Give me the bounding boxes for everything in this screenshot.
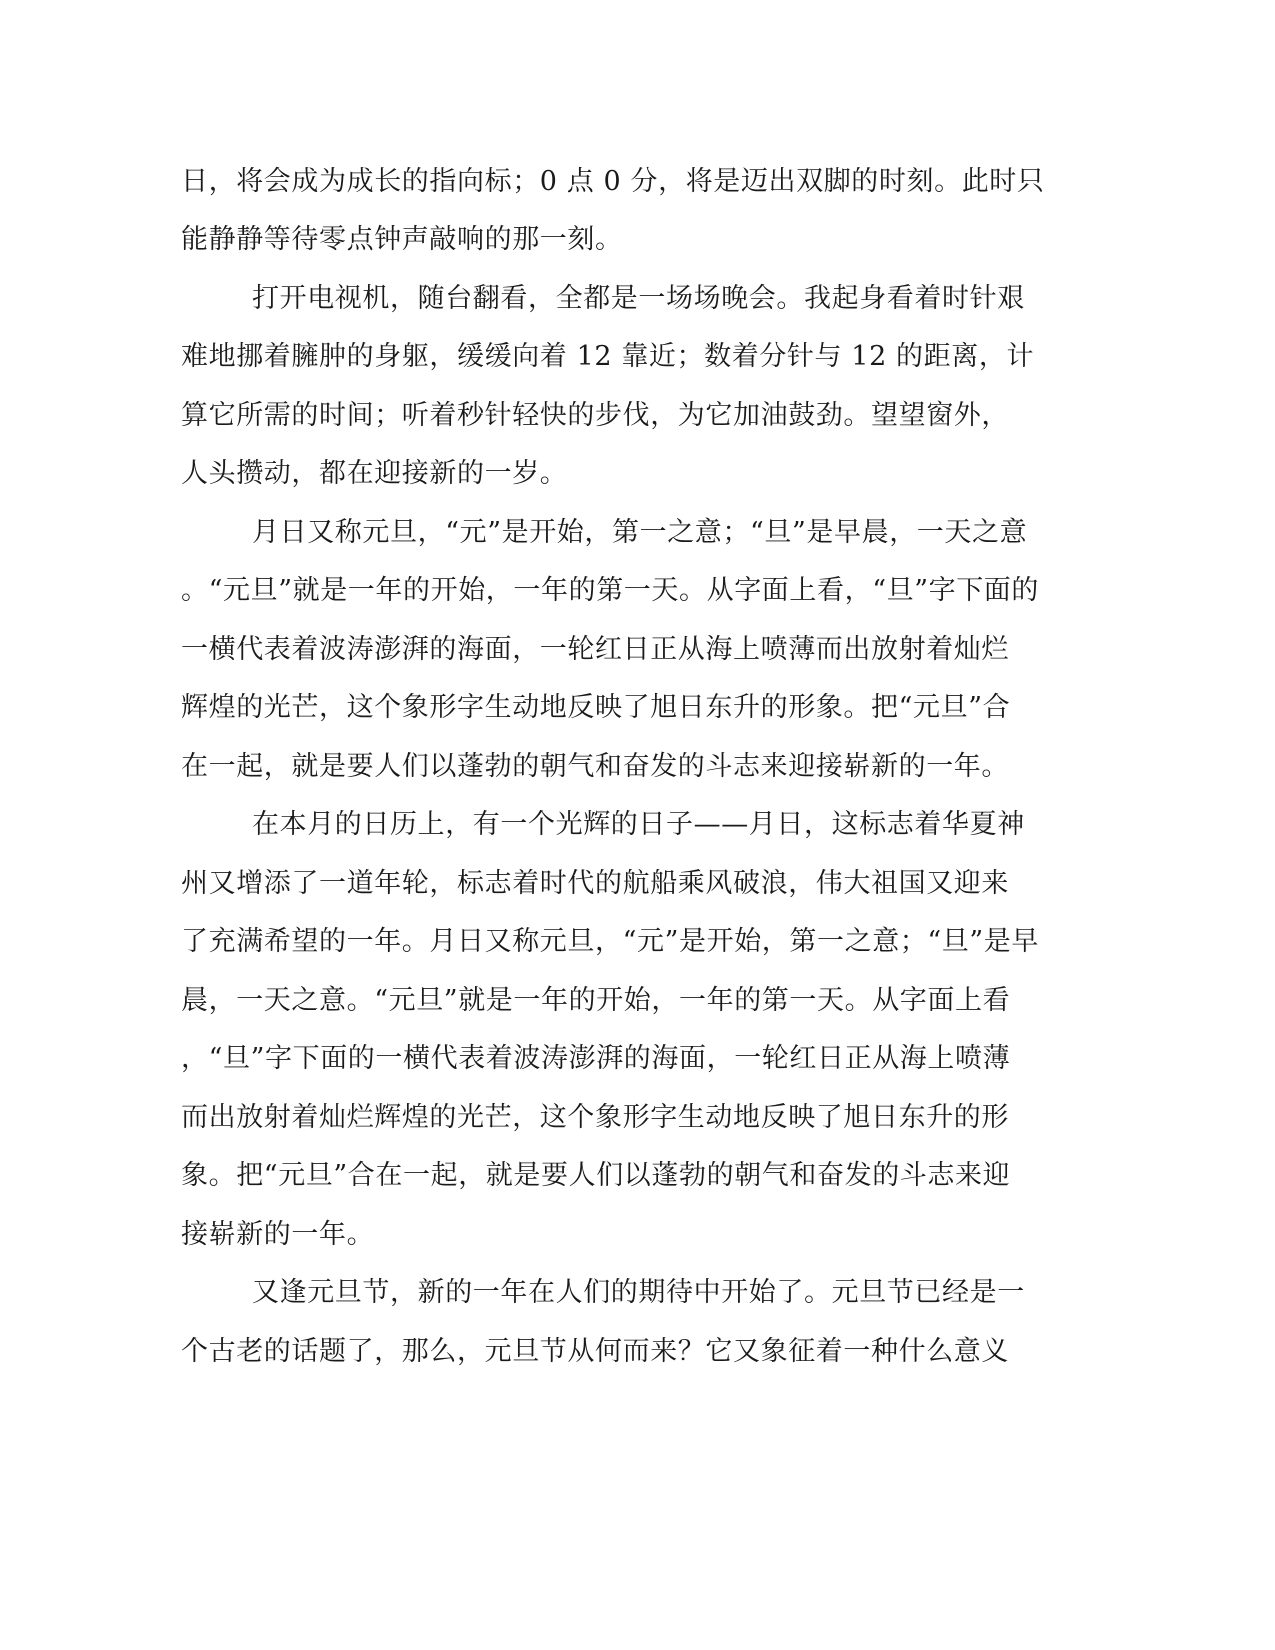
text-line: 在本月的日历上，有一个光辉的日子——月日，这标志着华夏神 — [252, 809, 1025, 840]
text-line: 能静静等待零点钟声敲响的那一刻。 — [181, 224, 623, 255]
text-line: 在一起，就是要人们以蓬勃的朝气和奋发的斗志来迎接崭新的一年。 — [181, 751, 1009, 782]
text-line: 人头攒动，都在迎接新的一岁。 — [181, 458, 568, 489]
text-line: 接崭新的一年。 — [181, 1219, 375, 1250]
text-line: 而出放射着灿烂辉煌的光芒，这个象形字生动地反映了旭日东升的形 — [181, 1102, 1009, 1133]
text-line: 打开电视机，随台翻看，全都是一场场晚会。我起身看着时针艰 — [252, 283, 1025, 314]
text-line: ，“旦”字下面的一横代表着波涛澎湃的海面，一轮红日正从海上喷薄 — [181, 1043, 1011, 1074]
text-line: 州又增添了一道年轮，标志着时代的航船乘风破浪，伟大祖国又迎来 — [181, 868, 1009, 899]
text-line: 月日又称元旦，“元”是开始，第一之意；“旦”是早晨，一天之意 — [252, 517, 1028, 548]
text-line: 象。把“元旦”合在一起，就是要人们以蓬勃的朝气和奋发的斗志来迎 — [181, 1160, 1011, 1191]
text-line: 日，将会成为成长的指向标；0 点 0 分，将是迈出双脚的时刻。此时只 — [181, 166, 1045, 197]
text-line: 了充满希望的一年。月日又称元旦，“元”是开始，第一之意；“旦”是早 — [181, 926, 1040, 957]
text-line: 难地挪着臃肿的身躯，缓缓向着 12 靠近；数着分针与 12 的距离，计 — [181, 341, 1035, 372]
text-line: 辉煌的光芒，这个象形字生动地反映了旭日东升的形象。把“元旦”合 — [181, 692, 1011, 723]
text-line: 。“元旦”就是一年的开始，一年的第一天。从字面上看，“旦”字下面的 — [181, 575, 1040, 606]
text-line: 一横代表着波涛澎湃的海面，一轮红日正从海上喷薄而出放射着灿烂 — [181, 634, 1009, 665]
text-line: 晨，一天之意。“元旦”就是一年的开始，一年的第一天。从字面上看 — [181, 985, 1011, 1016]
text-line: 个古老的话题了，那么，元旦节从何而来？它又象征着一种什么意义 — [181, 1336, 1009, 1367]
text-line: 算它所需的时间；听着秒针轻快的步伐，为它加油鼓劲。望望窗外， — [181, 400, 1009, 431]
text-line: 又逢元旦节，新的一年在人们的期待中开始了。元旦节已经是一 — [252, 1277, 1025, 1308]
